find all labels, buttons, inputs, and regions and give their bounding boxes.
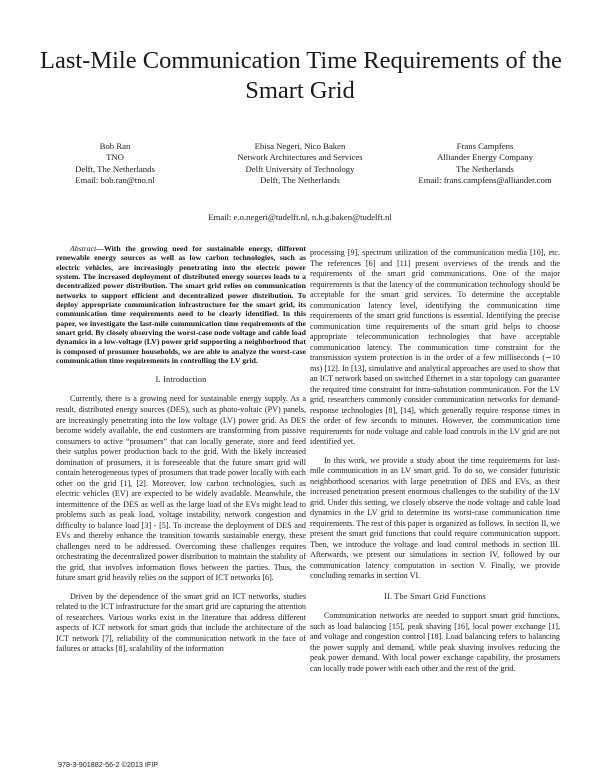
author-university: Delft University of Technology xyxy=(245,163,355,174)
copyright-footer: 978-3-901882-56-2 ©2013 IFIP xyxy=(58,760,158,769)
abstract-lead: Abstract xyxy=(70,244,97,253)
author-name: Bob Ran xyxy=(99,141,131,151)
author-location: The Netherlands xyxy=(456,163,514,174)
author-affiliation: Alliander Energy Company xyxy=(437,152,533,163)
abstract xyxy=(56,244,306,365)
author-email: Email: bob.ran@tno.nl xyxy=(75,175,155,186)
author-block-1 xyxy=(40,141,190,187)
shared-email: Email: e.o.negeri@tudelft.nl, n.h.g.baken@tudelft.nl xyxy=(208,212,392,222)
author-email: Email: frans.campfens@alliander.com xyxy=(418,175,552,186)
section-heading-smart-grid-functions: II. The Smart Grid Functions xyxy=(383,591,486,601)
author-block-2 xyxy=(195,141,405,187)
title-line-1: Last-Mile Communication Time Requirements of the xyxy=(40,47,562,74)
author-affiliation: TNO xyxy=(106,152,124,163)
author-name: Ebisa Negeri, Nico Baken xyxy=(254,141,346,151)
abstract-text: —With the growing need for sustainable energy, different renewable energy sources as well as low carbon technologies, such as electric vehicles, are increasingly penetrating into the electric power system. The increased deployment of distributed energy sources leads to a decentralized power distribution. The smart grid relies on communication networks to support efficient and decentralized power distribution. To deploy appropriate communication infrastructure for the smart grid, its communication time requirements need to be clearly identified. In this paper, we investigate the last-mile communication time requirements of the smart grid. By closely observing the worst-case node voltage and cable load dynamics in a low-voltage (LV) power grid supporting a neighborhood that is composed of prosumer households, we are able to analyze the worst-case communication time requirements in controlling the LV grid. xyxy=(56,244,306,366)
title-line-2: Smart Grid xyxy=(245,77,355,104)
author-affiliation: Network Architectures and Services xyxy=(237,152,363,163)
functions-paragraph-1: Communication networks are needed to support smart grid functions, such as load balancing [15], peak shaving [16], local power exchange [1], and voltage and congestion control [18]. Load balancing refers to balancing the power supply and demand, while peak shaving involves reducing the peak power demand. With local power exchange capability, the prosumers can locally trade power with each other and the rest of the grid. xyxy=(310,610,560,673)
intro-paragraph-2: Driven by the dependence of the smart grid on ICT networks, studies related to the ICT infrastructure for the smart grid are capturing the attention of researchers. Various works exist in the literature that address different aspects of ICT network for smart grids that include the architecture of the ICT network [7], reliability of the communication network in the face of failures or attacks [8], scalability of the information xyxy=(56,591,306,654)
section-heading-introduction: I. Introduction xyxy=(155,375,207,385)
intro-paragraph-4: In this work, we provide a study about the time requirements for last-mile communication in an LV smart grid. To do so, we consider futuristic neighborhood scenarios with large penetration of DES and EVs, as their increased penetration present enormous challenges to the stability of the LV grid. Under this setting, we closely observe the node voltage and cable load dynamics in the LV grid to determine its worst-case communication time requirements. The rest of this paper is organized as follows. In section II, we present the smart grid functions that could require communication support. Then, we introduce the voltage and load control methods in section III. Afterwards, we present our simulations in section IV, followed by our communication latency computation in section V. Finally, we provide concluding remarks in section VI. xyxy=(310,455,560,581)
right-column xyxy=(310,248,560,674)
author-location: Delft, The Netherlands xyxy=(75,163,155,174)
author-location: Delft, The Netherlands xyxy=(260,175,340,186)
author-name: Frans Campfens xyxy=(456,141,514,151)
paper-title xyxy=(40,46,560,106)
intro-paragraph-1: Currently, there is a growing need for sustainable energy supply. As a result, distributed energy sources (DES), such as photo-voltaic (PV) panels, are increasingly penetrating into the low voltage (LV) power grid. As DES become widely available, the end customers are transforming from passive consumers to active “prosumers” that can locally generate, store and feed their surplus power production back to the grid. With the likely increased domination of prosumers, it is foreseeable that the future smart grid will contain heterogeneous types of prosumers that trade power locally with each other on the grid [1], [2]. Moreover, low carbon technologies, such as electric vehicles (EV) are expected to be widely available. Meanwhile, the intermittence of the DES as well as the large load of the EVs might lead to problems such as peak load, voltage instability, network congestion and difficulty to balance load [3] - [5]. To increase the deployment of DES and EVs and thereby enhance the transition towards sustainable energy, these challenges need to be addressed. Overcoming these challenges requires orchestrating the decentralized power distribution to maintain the stability of the grid, that involves information flows between the parties. Thus, the future smart grid heavily relies on the support of ICT networks [6]. xyxy=(56,394,306,583)
author-block-3 xyxy=(390,141,580,187)
left-column xyxy=(56,244,306,655)
intro-paragraph-3: processing [9], spectrum utilization of the communication media [10], etc. The references [6] and [11] present overviews of the trends and the requirements of the smart grid communications. One of the major requirements is that the latency of the communication technology should be acceptable for the smart grid services. To determine the acceptable communication latency level, identifying the communication time requirements of the smart grid functions is essential. Identifying the precise communication time requirements of the smart grid helps to choose appropriate telecommunication technologies that have acceptable communication latency. The communication time constraint for the transmission system protection is in the order of a few milliseconds (∼10 ms) [12]. In [13], simulative and analytical approaches are used to show that an ICT network based on switched Ethernet in a star topology can guarantee the required time constraint for intra-substation communication. For the LV grid, researchers commonly consider communication networks for demand-response technologies [8], [14], which generally require response times in the order of few seconds to minutes. However, the communication time requirements for node voltage and cable load controls in the LV grid are not identified yet. xyxy=(310,248,560,447)
